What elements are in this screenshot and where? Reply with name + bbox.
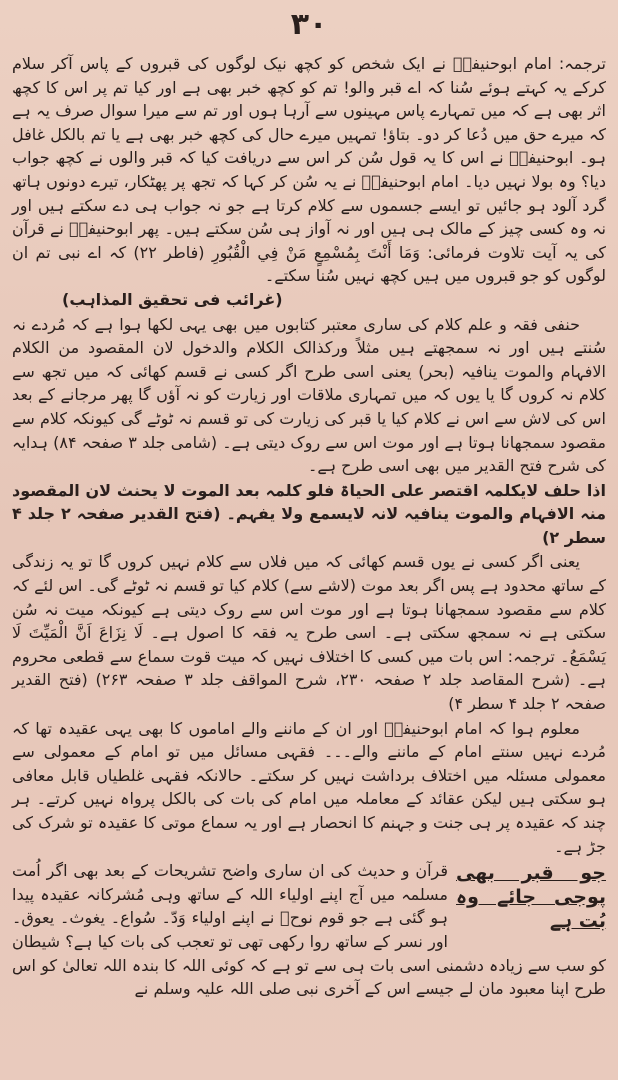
paragraph-imam-belief: معلوم ہوا کہ امام ابوحنیفہؒ اور ان کے ماننے والے اماموں کا بھی یہی عقیدہ تھا کہ مُردے نہیں سنتے امام کے ماننے والے۔۔۔ فقہی مسائل میں تو امام کے معمولی سے معمولی مسئلہ میں اختلاف برداشت نہیں کر سکتے۔ حالانکہ فقہی غلطیاں قابل معافی ہو سکتی ہیں لیکن عقائد کے معاملہ میں امام کی بات کی بالکل پرواہ نہیں کرتے۔ ہر چند کہ عقیدہ پر ہی جنت و جہنم کا انحصار ہے اور یہ سماع موتی کا عقیدہ تو شرک کی جڑ ہے۔ (12, 718, 606, 856)
paragraph-final (12, 859, 606, 1001)
page-body (12, 52, 606, 1002)
paragraph-hanafi-fiqh: حنفی فقہ و علم کلام کی ساری معتبر کتابوں میں بھی یہی لکھا ہوا ہے کہ مُردے نہ سُنتے ہیں اور نہ سمجھتے ہیں مثلاً ورکذالک الکلام والدخول لان المقصود من الکلام الافہام والموت ینافیہ (بحر) یعنی اسی طرح اگر کسی نے قسم کھائی کہ میں تجھ سے کلام نہ کروں گا یا یوں کہ میں تمہاری ملاقات اور زیارت کو نہ آؤں گا پھر مرجانے کے بعد اس کی لاش سے اس نے کلام کیا یا قبر کی زیارت کی تو قسم نہ ٹوٹے گی کیونکہ کلام سے مقصود سمجھانا ہوتا ہے اور موت اس سے روک دیتی ہے۔ (شامی جلد ۳ صفحہ ۸۴) ہدایہ کی شرح فتح القدیر میں بھی اسی طرح ہے۔ (12, 314, 606, 476)
source-fath-ul-qadeer-2: (فتح القدیر صفحہ ۲ جلد ۴ سطر ۴) (12, 670, 606, 714)
paragraph-1-text: ترجمہ: امام ابوحنیفہؒ نے ایک شخص کو کچھ نیک لوگوں کی قبروں کے پاس آکر سلام کرکے یہ کہتے ہوئے سُنا کہ اے قبر والو! تم کو کچھ خبر بھی ہے اور کیا تم پر اس کا کچھ اثر بھی ہے کہ میں تمہارے پاس مہینوں سے آرہا ہوں اور تم سے میرا سوال صرف یہ ہے کہ میرے حق میں دُعا کر دو۔ بتاؤ! تمہیں میرے حال کی کچھ خبر بھی ہے یا تم بالکل غافل ہو۔ ابوحنیفہؒ نے اس کا یہ قول سُن کر اس سے دریافت کیا کہ قبر والوں نے کچھ جواب دیا؟ وہ بولا نہیں دیا۔ امام ابوحنیفہؒ نے یہ سُن کر کہا کہ تجھ پر پھٹکار، تیرے دونوں ہاتھ گرد آلود ہو جائیں تو ایسے جسموں سے کلام کرتا ہے جو نہ جواب ہی دے سکتے ہیں اور نہ وہ کسی چیز کے مالک ہی ہیں اور نہ آواز ہی سُن سکتے ہیں۔ پھر ابوحنیفہؒ نے قرآن کی یہ آیت تلاوت فرمائی: وَمَا أَنْتَ بِمُسْمِعٍ مَنْ فِي الْقُبُورِ (فاطر ۲۲) کہ اے نبی تم ان لوگوں کو جو قبروں میں ہیں کچھ نہیں سُنا سکتے۔ (12, 54, 607, 286)
arabic-quote-text: اذا حلف لایکلمہ اقتصر علی الحیاۃ فلو کلمہ بعد الموت لا یحنث لان المقصود منہ الافہام والموت ینافیہ لانہ لایسمع ولا یفہم۔ (12, 480, 607, 524)
paragraph-6-text: قرآن و حدیث کی ان ساری واضح تشریحات کے بعد بھی اگر اُمت مسلمہ میں آج اپنے اولیاء اللہ کے ساتھ وہی مُشرکانہ عقیدہ پیدا ہو گئی ہے جو قوم نوحؑ نے اپنے اولیاء وَدّ۔ سُواع۔ یغوث۔ یعوق۔ اور نسر کے ساتھ روا رکھی تھی تو تعجب کی بات کیا ہے؟ شیطان کو سب سے زیادہ دشمنی اسی بات ہی سے تو ہے کہ کوئی اللہ کا بندہ اللہ تعالیٰ کو اس طرح اپنا معبود مان لے جیسے اس کے آخری نبی صلی اللہ علیہ وسلم نے (12, 861, 606, 999)
source-gharaib: (غرائب فی تحقیق المذاہب) (62, 289, 283, 309)
page-number: ۳۰ (290, 7, 328, 42)
source-fath-ul-qadeer-1: (فتح القدیر صفحہ ۲ جلد ۴ سطر ۲) (12, 504, 606, 547)
side-heading: جو قبر بھی پوجی جائے وہ بُت ہے (456, 862, 606, 933)
paragraph-arabic-quote (12, 479, 606, 550)
paragraph-4-text: یعنی اگر کسی نے یوں قسم کھائی کہ میں فلاں سے کلام نہیں کروں گا تو یہ زندگی کے ساتھ محدود ہے پس اگر بعد موت (لاشے سے) کلام کیا تو قسم نہ ٹوٹے گی۔ اس لئے کہ کلام سے مقصود سمجھانا ہوتا ہے اور موت اس سے روک دیتی ہے کیونکہ میت نہ سُن سکتی ہے نہ سمجھ سکتی ہے۔ اسی طرح یہ فقہ کا اصول ہے۔ لَا نِزَاعَ اَنَّ الْمَيِّتَ لَا يَسْمَعُ۔ ترجمہ: اس بات میں کسی کا اختلاف نہیں کہ میت قوت سماع سے قطعی محروم ہے۔ (شرح المقاصد جلد ۲ صفحہ ۲۳۰، شرح المواقف جلد ۳ صفحہ ۲۶۳) (12, 552, 606, 690)
paragraph-translation (12, 52, 606, 312)
paragraph-explanation (12, 550, 606, 715)
